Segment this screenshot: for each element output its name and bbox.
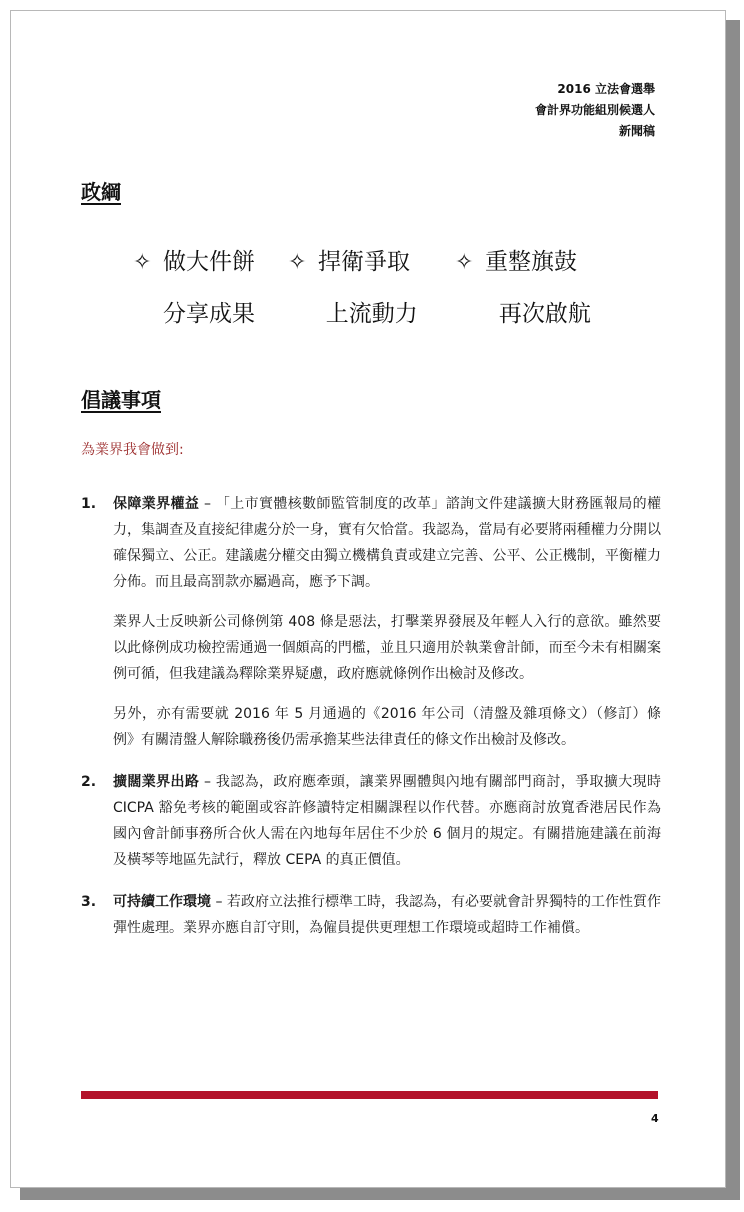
item-heading: 保障業界權益 (113, 496, 200, 512)
item-paragraph (113, 769, 661, 873)
header-candidate: 會計界功能組別候選人 (534, 103, 655, 117)
item-body: – 若政府立法推行標準工時，我認為，有必要就會計界獨特的工作性質作彈性處理。業界亦應自訂守則，為僱員提供更理想工作環境或超時工作補償。 (113, 894, 662, 936)
item-heading: 擴闊業界出路 (113, 774, 200, 790)
item-heading: 可持續工作環境 (113, 894, 212, 910)
advocacy-list (81, 491, 661, 941)
star-icon: ✧ (288, 249, 307, 275)
advocacy-intro: 為業界我會做到: (81, 442, 184, 458)
slogan-3-sub: 再次啟航 (498, 300, 591, 327)
header-election: 2016 立法會選舉 (557, 82, 655, 96)
slogan-1-main: 做大件餅 (163, 248, 255, 275)
slogan-1-sub: 分享成果 (163, 300, 255, 327)
slogan-3-main: 重整旗鼓 (485, 248, 577, 275)
star-icon: ✧ (133, 249, 152, 275)
slogan-grid (133, 233, 653, 337)
press-release-header (535, 79, 655, 142)
item-number: 1. (81, 496, 97, 512)
page-number: 4 (651, 1112, 659, 1125)
header-doc-type: 新聞稿 (618, 124, 655, 138)
item-paragraph (113, 491, 661, 595)
item-paragraph: 業界人士反映新公司條例第 408 條是惡法，打擊業界發展及年輕人入行的意欲。雖然要以此條例成功檢控需通過一個頗高的門檻，並且只適用於執業會計師，而至今未有相關案例可循，但我建議為釋除業界疑慮，政府應就條例作出檢討及修改。 (113, 614, 661, 682)
slogan-1 (133, 243, 288, 276)
list-item (81, 769, 661, 873)
item-body: – 「上市實體核數師監管制度的改革」諮詢文件建議擴大財務匯報局的權力，集調查及直接紀律處分於一身，實有欠恰當。我認為，當局有必要將兩種權力分開以確保獨立、公正。建議處分權交由獨立機構負責或建立完善、公平、公正機制，平衡權力分佈。而且最高罰款亦屬過高，應予下調。 (113, 496, 662, 590)
slogan-row-sub (133, 285, 653, 337)
star-icon: ✧ (455, 249, 474, 275)
advocacy-title: 倡議事項 (81, 388, 161, 412)
slogan-2 (288, 243, 455, 276)
document-page (10, 10, 726, 1188)
item-number: 2. (81, 774, 97, 790)
item-number: 3. (81, 894, 97, 910)
slogan-2-main: 捍衛爭取 (318, 248, 410, 275)
list-item (81, 491, 661, 753)
slogan-row-main (133, 233, 653, 285)
slogan-3 (455, 243, 635, 276)
item-paragraph: 另外，亦有需要就 2016 年 5 月通過的《2016 年公司（清盤及雜項條文）（修訂）條例》有關清盤人解除職務後仍需承擔某些法律責任的條文作出檢討及修改。 (113, 706, 661, 748)
footer-divider-bar (81, 1091, 658, 1099)
platform-title: 政綱 (81, 180, 121, 204)
slogan-2-sub: 上流動力 (325, 300, 418, 327)
item-paragraph (113, 889, 661, 941)
list-item (81, 889, 661, 941)
item-body: – 我認為，政府應牽頭，讓業界團體與內地有關部門商討，爭取擴大現時 CICPA 豁免考核的範圍或容許修讀特定相關課程以作代替。亦應商討放寬香港居民作為國內會計師事務所合伙人需在內地每年居住不少於 6 個月的規定。有關措施建議在前海及橫琴等地區先試行，釋放 CEPA 的真正價值。 (113, 774, 662, 868)
